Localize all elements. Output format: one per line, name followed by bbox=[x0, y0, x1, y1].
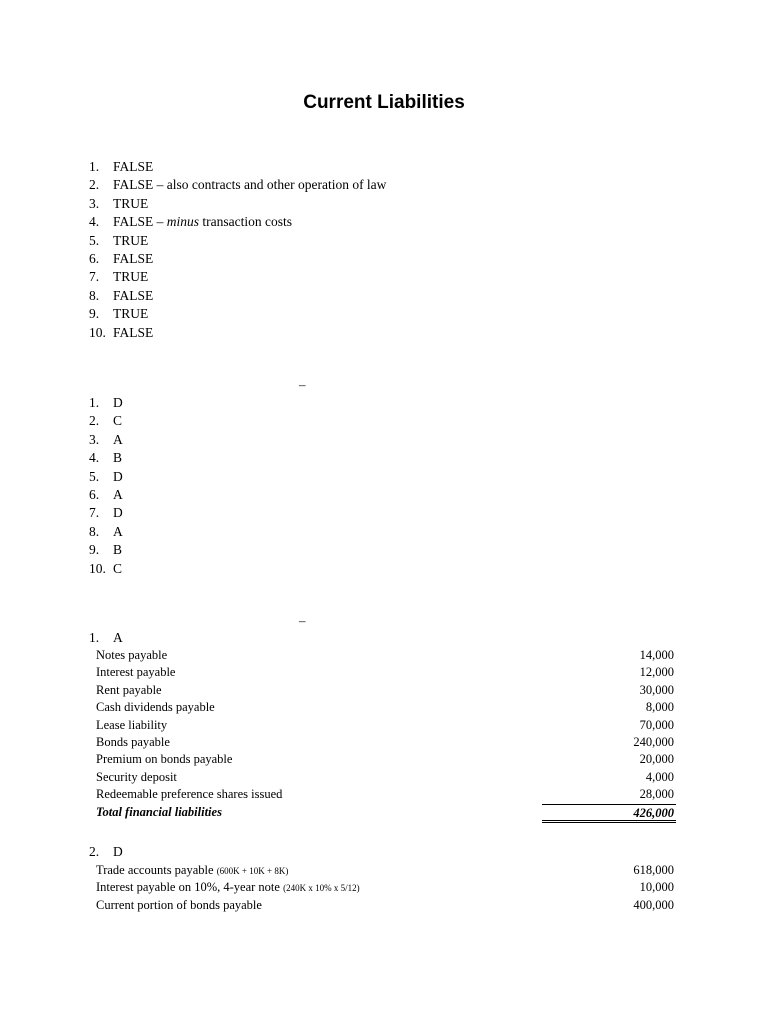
item-number: 1. bbox=[89, 159, 100, 174]
item-answer: TRUE bbox=[113, 195, 149, 211]
row-label: Notes payable bbox=[96, 648, 168, 662]
problem-answer: A bbox=[113, 630, 123, 645]
item-answer: FALSE bbox=[113, 287, 154, 303]
page-title: Current Liabilities bbox=[303, 92, 465, 113]
item-answer: C bbox=[113, 560, 123, 576]
total-label: Total financial liabilities bbox=[96, 804, 222, 819]
row-label-text: Interest payable on 10%, 4-year note bbox=[96, 880, 280, 895]
item-answer: TRUE bbox=[113, 232, 149, 248]
problem-2-header bbox=[89, 843, 123, 861]
item-number: 1. bbox=[89, 395, 100, 410]
table-row bbox=[96, 717, 676, 734]
item-answer-suffix: transaction costs bbox=[199, 214, 293, 230]
table-row bbox=[96, 879, 676, 896]
problem-number: 1. bbox=[89, 630, 100, 645]
item-answer: TRUE bbox=[113, 306, 149, 322]
item-answer: B bbox=[113, 450, 123, 466]
list-item bbox=[89, 541, 123, 559]
table-row bbox=[96, 699, 676, 716]
item-number: 2. bbox=[89, 177, 100, 193]
table-row bbox=[96, 862, 676, 879]
row-amount: 12,000 bbox=[639, 665, 674, 680]
table-row bbox=[96, 786, 676, 803]
row-label: Cash dividends payable bbox=[96, 700, 215, 715]
table-row bbox=[96, 751, 676, 768]
row-amount: 8,000 bbox=[645, 700, 674, 715]
item-number: 5. bbox=[89, 232, 100, 248]
row-amount: 70,000 bbox=[639, 717, 674, 732]
item-answer-prefix: FALSE – bbox=[113, 214, 167, 230]
row-label bbox=[96, 879, 360, 896]
item-answer: C bbox=[113, 413, 123, 429]
row-amount: 10,000 bbox=[639, 880, 674, 895]
table-row bbox=[96, 734, 676, 751]
item-number: 6. bbox=[89, 486, 100, 502]
row-label: Security deposit bbox=[96, 769, 177, 784]
row-label bbox=[96, 862, 288, 879]
list-item bbox=[89, 449, 123, 467]
list-item bbox=[89, 560, 123, 578]
list-item bbox=[89, 412, 123, 430]
list-item bbox=[89, 195, 386, 213]
item-answer: FALSE bbox=[113, 324, 154, 340]
problem-number: 2. bbox=[89, 844, 100, 859]
list-item bbox=[89, 268, 386, 286]
row-label: Lease liability bbox=[96, 717, 168, 732]
list-item bbox=[89, 468, 123, 486]
row-label-text: Current portion of bonds payable bbox=[96, 897, 262, 912]
table-row bbox=[96, 769, 676, 786]
item-number: 4. bbox=[89, 214, 100, 230]
list-item bbox=[89, 431, 123, 449]
list-item bbox=[89, 504, 123, 522]
list-item bbox=[89, 305, 386, 323]
item-answer: A bbox=[113, 431, 123, 447]
row-label: Redeemable preference shares issued bbox=[96, 787, 283, 802]
list-item bbox=[89, 486, 123, 504]
true-false-answer-list bbox=[89, 158, 386, 342]
table-row bbox=[96, 664, 676, 681]
item-number: 3. bbox=[89, 431, 100, 447]
row-amount: 28,000 bbox=[639, 787, 674, 802]
financial-liabilities-table bbox=[96, 647, 676, 821]
problem-answer: D bbox=[113, 844, 123, 859]
section-separator: – bbox=[299, 613, 306, 628]
list-item bbox=[89, 523, 123, 541]
list-item bbox=[89, 287, 386, 305]
item-number: 2. bbox=[89, 413, 100, 429]
item-answer: FALSE bbox=[113, 159, 154, 174]
item-number: 10. bbox=[89, 324, 106, 340]
row-amount: 14,000 bbox=[639, 648, 674, 662]
row-computation-note: (600K + 10K + 8K) bbox=[216, 866, 289, 876]
row-label bbox=[96, 897, 262, 914]
table-row bbox=[96, 897, 676, 914]
row-amount: 400,000 bbox=[633, 897, 674, 912]
item-number: 7. bbox=[89, 269, 100, 285]
section-separator: – bbox=[299, 377, 306, 392]
item-answer: FALSE bbox=[113, 250, 154, 266]
row-label: Premium on bonds payable bbox=[96, 752, 233, 767]
item-number: 6. bbox=[89, 250, 100, 266]
item-number: 9. bbox=[89, 542, 100, 558]
list-item bbox=[89, 176, 386, 194]
total-row bbox=[96, 804, 676, 821]
current-liabilities-table bbox=[96, 862, 676, 914]
row-computation-note: (240K x 10% x 5/12) bbox=[283, 883, 360, 894]
item-number: 3. bbox=[89, 195, 100, 211]
item-answer: D bbox=[113, 468, 123, 484]
list-item bbox=[89, 394, 123, 412]
item-answer bbox=[113, 213, 292, 231]
item-answer: A bbox=[113, 523, 123, 539]
total-amount: 426,000 bbox=[542, 804, 676, 823]
list-item bbox=[89, 158, 386, 176]
row-label: Bonds payable bbox=[96, 734, 170, 749]
item-answer-emphasis: minus bbox=[166, 214, 200, 230]
item-number: 7. bbox=[89, 505, 100, 521]
item-number: 5. bbox=[89, 468, 100, 484]
item-number: 8. bbox=[89, 287, 100, 303]
item-answer: D bbox=[113, 505, 123, 521]
item-number: 4. bbox=[89, 450, 100, 466]
list-item bbox=[89, 250, 386, 268]
row-label: Interest payable bbox=[96, 665, 176, 680]
item-answer: FALSE – also contracts and other operation of law bbox=[113, 177, 387, 193]
row-amount: 240,000 bbox=[633, 734, 674, 749]
item-answer: B bbox=[113, 542, 123, 558]
item-number: 8. bbox=[89, 523, 100, 539]
row-amount: 30,000 bbox=[639, 682, 674, 697]
item-answer: D bbox=[113, 395, 123, 410]
table-row bbox=[96, 647, 676, 664]
table-row bbox=[96, 682, 676, 699]
row-label-text: Trade accounts payable bbox=[96, 863, 214, 877]
row-amount: 618,000 bbox=[633, 863, 674, 877]
row-label: Rent payable bbox=[96, 682, 162, 697]
multiple-choice-answer-list bbox=[89, 394, 123, 578]
problem-1-header bbox=[89, 629, 123, 647]
item-answer: A bbox=[113, 486, 123, 502]
list-item bbox=[89, 324, 386, 342]
row-amount: 20,000 bbox=[639, 752, 674, 767]
item-answer: TRUE bbox=[113, 269, 149, 285]
list-item bbox=[89, 232, 386, 250]
item-number: 10. bbox=[89, 560, 106, 576]
row-amount: 4,000 bbox=[645, 769, 674, 784]
list-item bbox=[89, 213, 386, 231]
item-number: 9. bbox=[89, 306, 100, 322]
